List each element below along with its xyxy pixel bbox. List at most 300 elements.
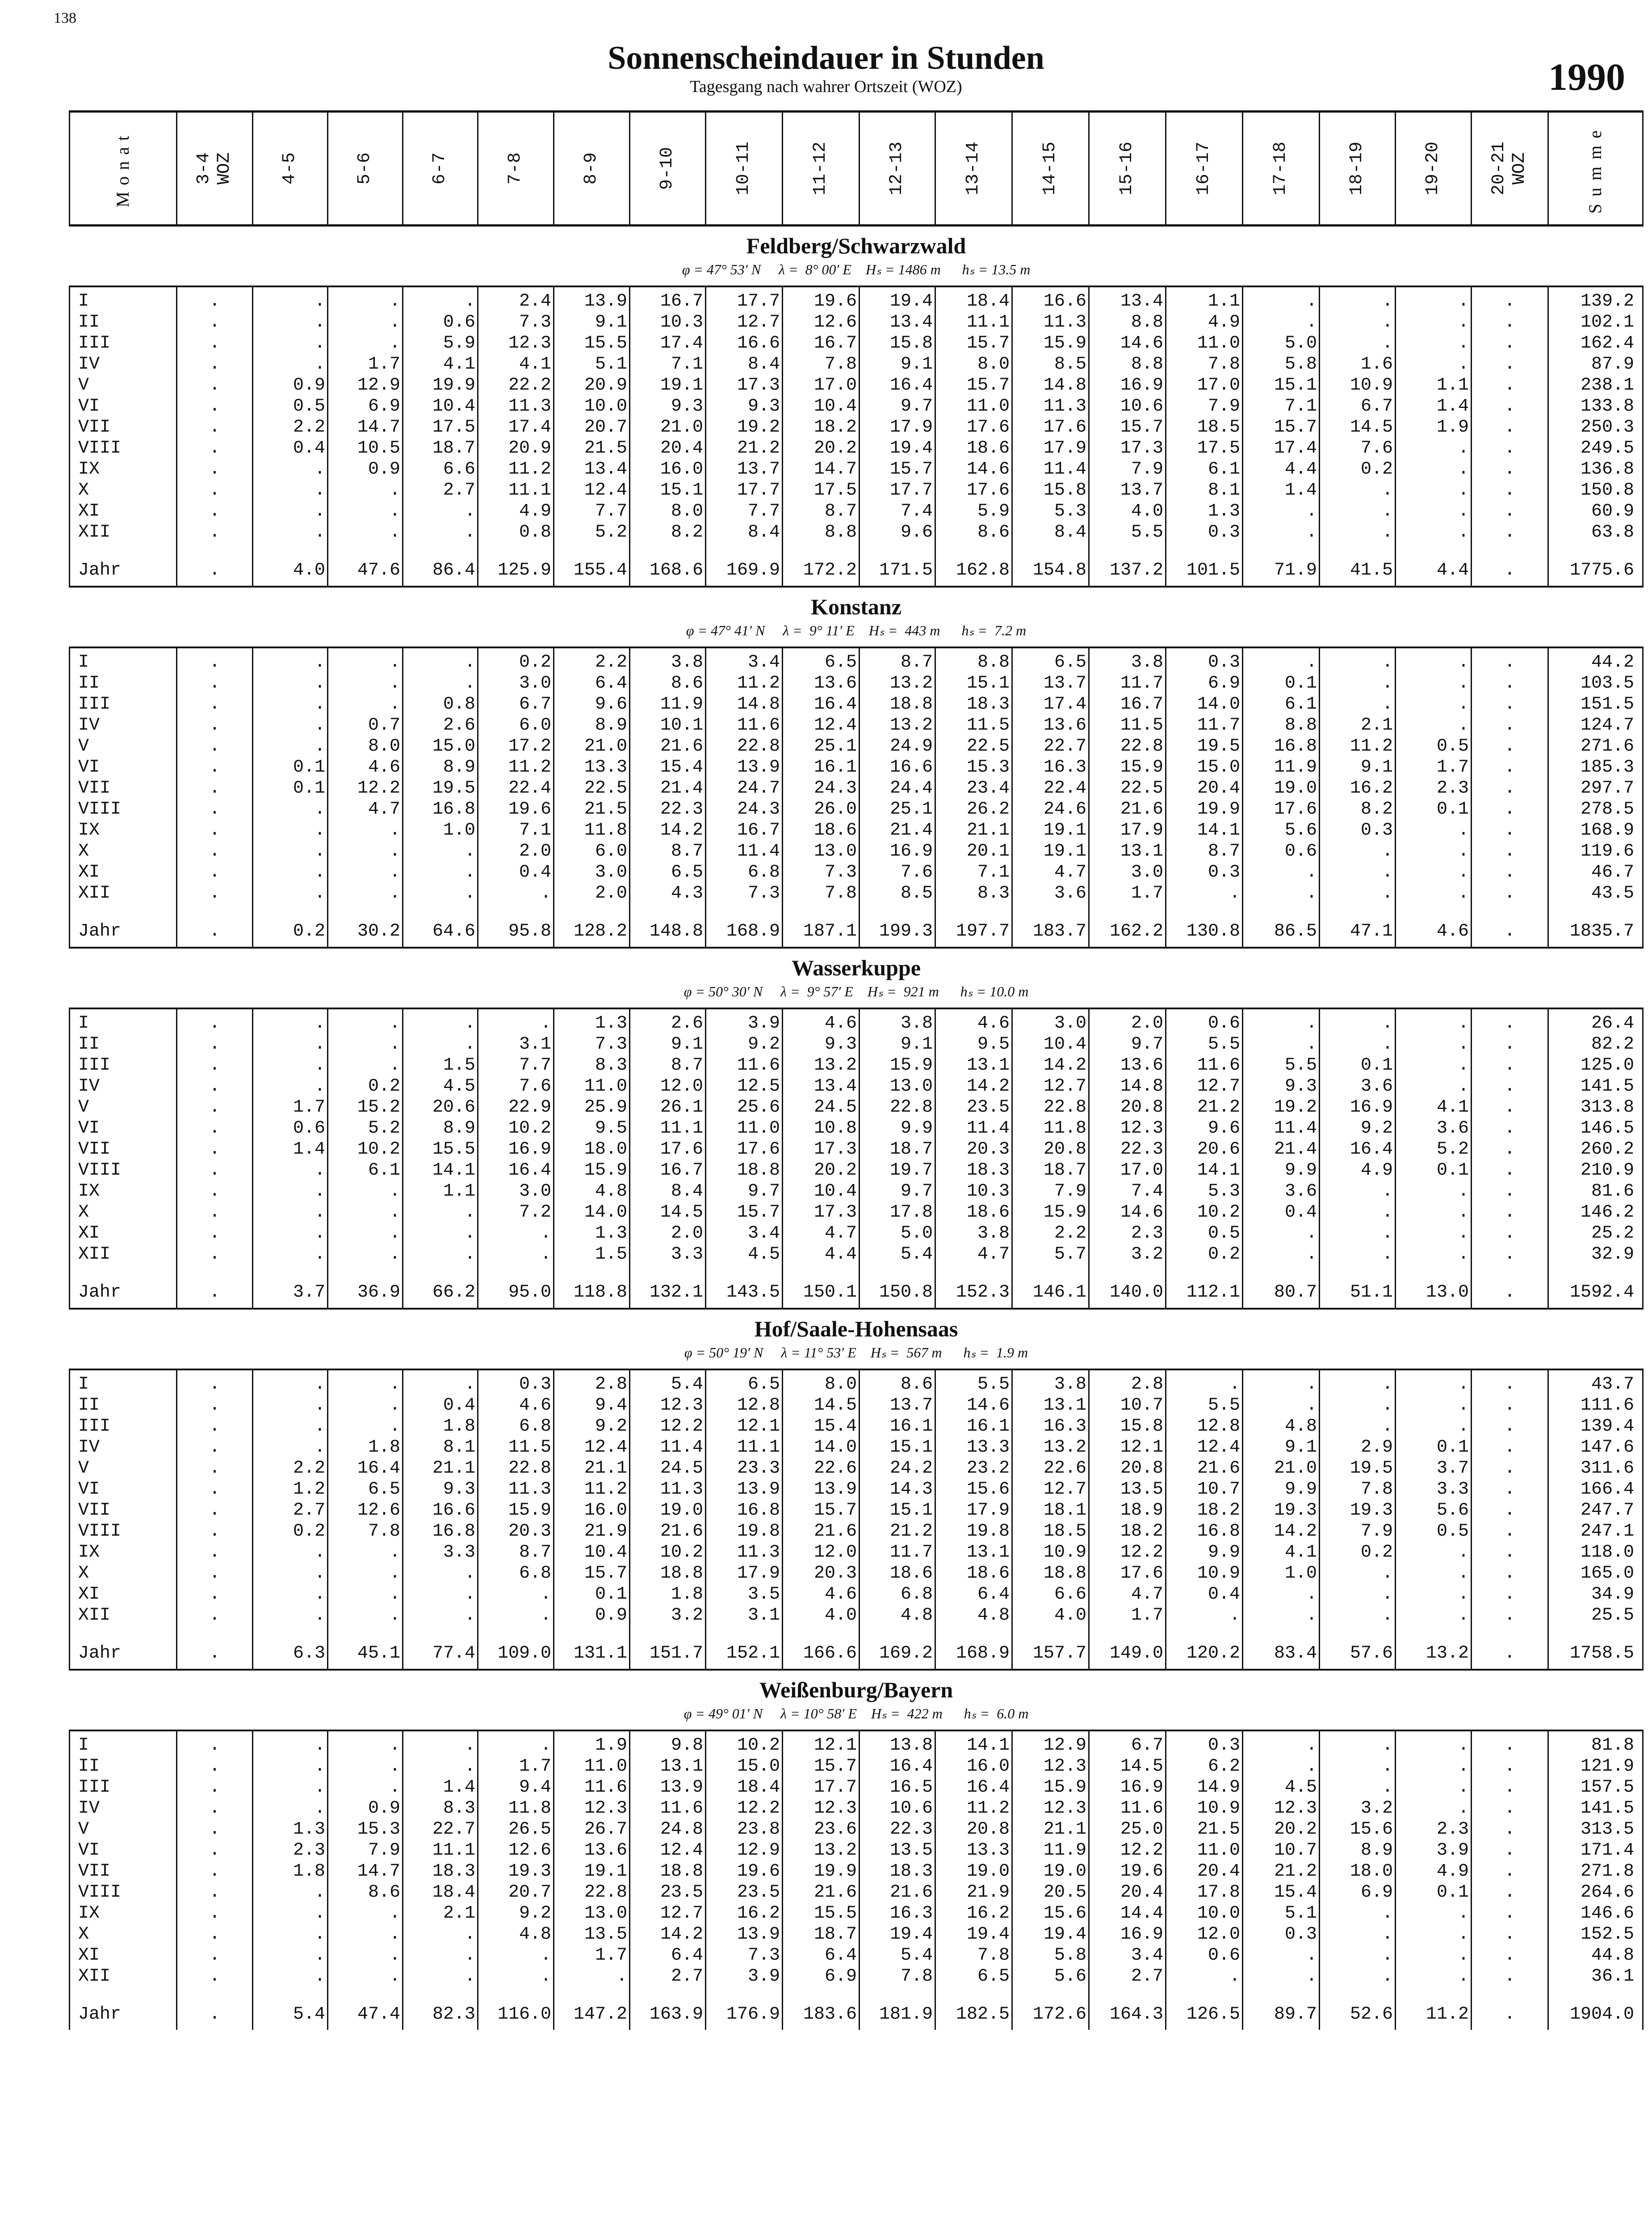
hour-value: 17.6 xyxy=(660,1139,703,1159)
month-label: XI xyxy=(78,1584,100,1604)
hour-value: 21.1 xyxy=(1043,1819,1086,1839)
hour-value: 1.1 xyxy=(1208,291,1240,311)
hour-value: 3.3 xyxy=(1436,1479,1469,1499)
hour-value: . xyxy=(1504,1924,1515,1944)
hour-value: 19.5 xyxy=(432,778,475,798)
hour-value: 19.4 xyxy=(889,438,933,458)
hour-value: 22.2 xyxy=(508,375,551,395)
hour-value: 2.6 xyxy=(443,715,475,735)
month-label: IV xyxy=(78,715,100,735)
hour-value: 14.6 xyxy=(1120,1202,1163,1222)
header-hour xyxy=(177,112,253,226)
hour-value: 16.0 xyxy=(966,1756,1010,1776)
hour-value: 14.7 xyxy=(357,417,400,437)
hour-value: 6.1 xyxy=(1284,694,1317,714)
hour-value: 4.5 xyxy=(747,1244,780,1264)
year-hour-value: 71.9 xyxy=(1243,554,1320,587)
hour-value: 11.6 xyxy=(737,1055,780,1075)
hour-value: . xyxy=(1382,1202,1393,1222)
hour-value: 6.9 xyxy=(824,1966,857,1986)
year-hour-value: 57.6 xyxy=(1320,1638,1396,1670)
hour-value: . xyxy=(389,1416,400,1436)
hour-value: . xyxy=(464,1966,475,1986)
hour-value: 11.6 xyxy=(737,715,780,735)
hour-value: . xyxy=(209,1160,220,1180)
hour-value: . xyxy=(209,438,220,458)
sum-value: 247.7 xyxy=(1580,1500,1634,1520)
hour-value: 11.6 xyxy=(1120,1798,1163,1818)
hour-value: 13.2 xyxy=(813,1055,857,1075)
year-hour-value: 162.2 xyxy=(1089,915,1166,948)
hour-value: 9.9 xyxy=(1284,1479,1317,1499)
hour-value: 13.0 xyxy=(813,841,857,861)
hour-value: 13.8 xyxy=(889,1735,933,1755)
hour-value: 1.8 xyxy=(671,1584,703,1604)
hour-value: . xyxy=(1382,1605,1393,1625)
hour-value: 10.6 xyxy=(1120,396,1163,416)
year-hour-value: 47.6 xyxy=(328,554,403,587)
hour-value: 11.6 xyxy=(584,1777,627,1797)
hour-value: 18.6 xyxy=(889,1563,933,1583)
hour-value: . xyxy=(1504,1542,1515,1562)
hour-value: . xyxy=(1382,1416,1393,1436)
hour-value: 9.1 xyxy=(900,354,933,374)
header-hour-label: 15-16 xyxy=(1117,141,1137,196)
hour-value: . xyxy=(1306,1034,1317,1054)
hour-value: 13.6 xyxy=(1043,715,1086,735)
hour-value: 11.6 xyxy=(660,1798,703,1818)
hour-value: . xyxy=(1504,417,1515,437)
year-hour-value: 169.2 xyxy=(860,1638,935,1670)
hour-value: 9.5 xyxy=(595,1118,627,1138)
hour-value: 10.4 xyxy=(813,396,857,416)
hour-value: 18.6 xyxy=(813,820,857,840)
hour-value: . xyxy=(1458,1013,1469,1033)
hour-value: . xyxy=(1382,694,1393,714)
hour-value: . xyxy=(1504,501,1515,521)
hour-value: 11.2 xyxy=(508,459,551,479)
hour-value: . xyxy=(1458,841,1469,861)
month-label: VI xyxy=(78,1840,100,1860)
hour-value: . xyxy=(1458,1202,1469,1222)
hour-value: 22.9 xyxy=(508,1097,551,1117)
header-hour-label: 18-19 xyxy=(1347,141,1367,196)
hour-value: 13.3 xyxy=(966,1437,1010,1457)
hour-value: 8.3 xyxy=(595,1055,627,1075)
hour-value: 18.3 xyxy=(432,1861,475,1881)
hour-value: 7.9 xyxy=(1360,1521,1393,1541)
header-hour xyxy=(1320,112,1396,226)
hour-value: 0.1 xyxy=(1436,799,1469,819)
hour-value: 4.9 xyxy=(519,501,551,521)
hour-value: 4.9 xyxy=(1360,1160,1393,1180)
hour-value: . xyxy=(1458,1395,1469,1415)
hour-value: 19.9 xyxy=(1197,799,1240,819)
year-hour-value: 89.7 xyxy=(1243,1999,1320,2030)
month-label: III xyxy=(78,694,111,714)
hour-value: 11.5 xyxy=(508,1437,551,1457)
hour-value: 14.8 xyxy=(737,694,780,714)
hour-value: . xyxy=(464,1584,475,1604)
hour-value: 6.1 xyxy=(1208,459,1240,479)
hour-value: 12.0 xyxy=(660,1076,703,1096)
hour-value: . xyxy=(1504,799,1515,819)
hour-value: 1.7 xyxy=(1131,1605,1163,1625)
hour-value: 21.5 xyxy=(584,799,627,819)
header-hour-label: 11-12 xyxy=(810,141,831,196)
hour-value: 18.6 xyxy=(966,1563,1010,1583)
hour-value: 0.9 xyxy=(595,1605,627,1625)
hour-value: 7.8 xyxy=(368,1521,400,1541)
hour-value: 13.1 xyxy=(966,1055,1010,1075)
hour-value: . xyxy=(1504,1777,1515,1797)
hour-value: . xyxy=(389,1563,400,1583)
hour-column xyxy=(328,1008,403,1277)
hour-value: . xyxy=(1306,1735,1317,1755)
year-hour-value: 0.2 xyxy=(253,915,328,948)
hour-value: 0.6 xyxy=(1208,1013,1240,1033)
hour-value: 14.2 xyxy=(1274,1521,1317,1541)
month-label: I xyxy=(78,291,89,311)
hour-column xyxy=(554,1730,630,1999)
year-hour-value: . xyxy=(1472,1999,1548,2030)
hour-value: . xyxy=(209,673,220,693)
hour-column xyxy=(1320,1008,1396,1277)
hour-value: 21.6 xyxy=(813,1882,857,1902)
year-hour-value: 187.1 xyxy=(783,915,860,948)
hour-value: 16.7 xyxy=(660,291,703,311)
hour-value: . xyxy=(1504,778,1515,798)
hour-column xyxy=(1089,1008,1166,1277)
hour-value: . xyxy=(1306,883,1317,903)
hour-value: 18.3 xyxy=(966,1160,1010,1180)
hour-value: 18.0 xyxy=(1350,1861,1393,1881)
hour-value: 20.7 xyxy=(508,1882,551,1902)
hour-value: 13.3 xyxy=(584,757,627,777)
hour-value: . xyxy=(389,820,400,840)
sum-value: 150.8 xyxy=(1580,480,1634,500)
hour-value: 7.3 xyxy=(824,862,857,882)
hour-value: . xyxy=(1382,1735,1393,1755)
hour-value: 11.7 xyxy=(1197,715,1240,735)
hour-value: . xyxy=(1504,354,1515,374)
hour-value: 7.6 xyxy=(1360,438,1393,458)
hour-value: 0.3 xyxy=(1284,1924,1317,1944)
hour-value: . xyxy=(1306,1223,1317,1243)
hour-value: . xyxy=(1229,1374,1240,1394)
hour-value: 18.7 xyxy=(889,1139,933,1159)
hour-value: 3.1 xyxy=(747,1605,780,1625)
hour-value: 5.9 xyxy=(977,501,1010,521)
year-hour-value: 13.2 xyxy=(1396,1638,1472,1670)
year-total-row xyxy=(70,1999,1643,2030)
hour-value: 12.7 xyxy=(1197,1076,1240,1096)
sum-value: 136.8 xyxy=(1580,459,1634,479)
hour-value: 15.9 xyxy=(508,1500,551,1520)
hour-value: . xyxy=(1382,1924,1393,1944)
month-label: X xyxy=(78,1924,89,1944)
hour-value: 12.6 xyxy=(357,1500,400,1520)
sum-value: 25.2 xyxy=(1591,1223,1634,1243)
year-hour-value: 168.9 xyxy=(935,1638,1012,1670)
hour-value: 0.1 xyxy=(595,1584,627,1604)
hour-value: 8.8 xyxy=(1284,715,1317,735)
hour-value: 12.9 xyxy=(737,1840,780,1860)
hour-value: 8.9 xyxy=(443,1118,475,1138)
hour-value: 4.8 xyxy=(519,1924,551,1944)
month-label: IX xyxy=(78,1181,100,1201)
hour-value: 8.5 xyxy=(1054,354,1086,374)
hour-value: . xyxy=(1504,1395,1515,1415)
hour-value: 24.5 xyxy=(813,1097,857,1117)
hour-value: 15.4 xyxy=(660,757,703,777)
hour-value: 1.8 xyxy=(368,1437,400,1457)
hour-value: 23.6 xyxy=(813,1819,857,1839)
hour-value: . xyxy=(209,841,220,861)
hour-value: . xyxy=(389,1223,400,1243)
hour-value: 6.7 xyxy=(519,694,551,714)
hour-value: 19.4 xyxy=(1043,1924,1086,1944)
station-header xyxy=(70,948,1643,1008)
hour-value: 15.0 xyxy=(432,736,475,756)
hour-value: . xyxy=(389,1605,400,1625)
hour-value: 17.9 xyxy=(889,417,933,437)
hour-value: 1.5 xyxy=(595,1244,627,1264)
hour-value: 15.7 xyxy=(966,375,1010,395)
hour-value: 25.0 xyxy=(1120,1819,1163,1839)
year-hour-value: 169.9 xyxy=(706,554,783,587)
hour-value: 6.4 xyxy=(671,1945,703,1965)
hour-value: 6.9 xyxy=(1208,673,1240,693)
year-hour-value: 125.9 xyxy=(478,554,554,587)
hour-value: 18.2 xyxy=(1197,1500,1240,1520)
station-coordinates: φ = 47° 41′ N λ = 9° 11′ E Hₛ = 443 m hₛ = 7.2 m xyxy=(686,622,1027,638)
year-hour-value: 197.7 xyxy=(935,915,1012,948)
hour-value: 0.6 xyxy=(443,312,475,332)
hour-value: . xyxy=(1504,333,1515,353)
hour-column xyxy=(1396,1369,1472,1638)
hour-value: . xyxy=(1458,354,1469,374)
hour-value: 5.5 xyxy=(1131,522,1163,542)
hour-value: . xyxy=(389,1903,400,1923)
hour-value: . xyxy=(314,694,325,714)
year-hour-value: 95.8 xyxy=(478,915,554,948)
hour-value: 4.7 xyxy=(1054,862,1086,882)
hour-value: 12.3 xyxy=(584,1798,627,1818)
hour-value: 18.7 xyxy=(813,1924,857,1944)
hour-value: 15.6 xyxy=(1350,1819,1393,1839)
hour-value: 14.0 xyxy=(1197,694,1240,714)
hour-value: 10.6 xyxy=(889,1798,933,1818)
hour-value: . xyxy=(1382,1563,1393,1583)
sum-column xyxy=(1548,647,1643,915)
hour-value: 4.7 xyxy=(824,1223,857,1243)
hour-value: 20.2 xyxy=(813,438,857,458)
hour-column xyxy=(935,1008,1012,1277)
hour-value: 10.2 xyxy=(737,1735,780,1755)
month-label: V xyxy=(78,1819,89,1839)
sum-value: 271.8 xyxy=(1580,1861,1634,1881)
hour-value: 15.5 xyxy=(584,333,627,353)
month-label: VIII xyxy=(78,438,122,458)
hour-value: . xyxy=(209,333,220,353)
hour-column xyxy=(1089,1369,1166,1638)
monthly-data xyxy=(70,1730,1643,1999)
hour-value: . xyxy=(389,480,400,500)
header-row xyxy=(70,112,1643,226)
hour-value: 13.7 xyxy=(1120,480,1163,500)
hour-value: 18.7 xyxy=(432,438,475,458)
hour-column xyxy=(1012,1730,1089,1999)
year-hour-value: 47.4 xyxy=(328,1999,403,2030)
hour-value: 17.3 xyxy=(813,1139,857,1159)
hour-value: 22.6 xyxy=(813,1458,857,1478)
hour-value: 8.7 xyxy=(671,1055,703,1075)
hour-value: 13.3 xyxy=(966,1840,1010,1860)
hour-value: 18.3 xyxy=(889,1861,933,1881)
hour-value: . xyxy=(464,862,475,882)
hour-value: . xyxy=(464,1244,475,1264)
hour-value: 1.4 xyxy=(443,1777,475,1797)
month-label: III xyxy=(78,333,111,353)
hour-value: 15.5 xyxy=(432,1139,475,1159)
month-label: XI xyxy=(78,1945,100,1965)
hour-value: 12.4 xyxy=(813,715,857,735)
hour-column xyxy=(1166,647,1243,915)
header-hour xyxy=(403,112,478,226)
hour-value: 24.8 xyxy=(660,1819,703,1839)
year-hour-value: 171.5 xyxy=(860,554,935,587)
hour-value: . xyxy=(314,1924,325,1944)
hour-value: 11.2 xyxy=(737,673,780,693)
hour-value: 0.3 xyxy=(519,1374,551,1394)
hour-value: 6.5 xyxy=(1054,652,1086,672)
hour-value: . xyxy=(1382,1244,1393,1264)
month-label: IV xyxy=(78,1798,100,1818)
hour-value: 5.4 xyxy=(671,1374,703,1394)
hour-value: . xyxy=(1458,1034,1469,1054)
hour-value: 13.1 xyxy=(1043,1395,1086,1415)
hour-value: 10.9 xyxy=(1350,375,1393,395)
hour-value: 2.6 xyxy=(671,1013,703,1033)
hour-value: 18.8 xyxy=(1043,1563,1086,1583)
hour-value: 9.9 xyxy=(900,1118,933,1138)
hour-value: 17.6 xyxy=(1043,417,1086,437)
hour-value: 26.5 xyxy=(508,1819,551,1839)
hour-value: 8.1 xyxy=(1208,480,1240,500)
hour-value: 15.7 xyxy=(813,1756,857,1776)
hour-value: 11.4 xyxy=(1274,1118,1317,1138)
year-sum-value: 1592.4 xyxy=(1548,1277,1643,1309)
hour-value: 15.6 xyxy=(966,1479,1010,1499)
year-hour-value: 155.4 xyxy=(554,554,630,587)
hour-value: . xyxy=(1504,522,1515,542)
header-month-label: Monat xyxy=(113,129,133,208)
hour-value: 9.3 xyxy=(443,1479,475,1499)
hour-value: 11.1 xyxy=(737,1437,780,1457)
hour-value: 14.1 xyxy=(1197,1160,1240,1180)
hour-value: . xyxy=(1306,1244,1317,1264)
hour-value: . xyxy=(209,1903,220,1923)
hour-value: 15.5 xyxy=(813,1903,857,1923)
hour-value: . xyxy=(314,1584,325,1604)
year-hour-value: . xyxy=(1472,1277,1548,1309)
hour-value: . xyxy=(464,1223,475,1243)
hour-value: 11.9 xyxy=(660,694,703,714)
hour-value: 22.3 xyxy=(660,799,703,819)
year-hour-value: 140.0 xyxy=(1089,1277,1166,1309)
hour-value: 0.5 xyxy=(1208,1223,1240,1243)
hour-column xyxy=(783,647,860,915)
hour-value: 19.4 xyxy=(889,1924,933,1944)
hour-value: 5.5 xyxy=(977,1374,1010,1394)
year-sum-value: 1758.5 xyxy=(1548,1638,1643,1670)
sum-value: 102.1 xyxy=(1580,312,1634,332)
hour-column xyxy=(1089,286,1166,554)
hour-value: 3.2 xyxy=(671,1605,703,1625)
hour-value: 20.4 xyxy=(1197,778,1240,798)
hour-value: . xyxy=(1504,1055,1515,1075)
hour-value: 10.8 xyxy=(813,1118,857,1138)
hour-value: 12.9 xyxy=(357,375,400,395)
hour-value: 19.6 xyxy=(1120,1861,1163,1881)
hour-value: 20.4 xyxy=(660,438,703,458)
sum-value: 124.7 xyxy=(1580,715,1634,735)
hour-value: . xyxy=(1306,652,1317,672)
hour-value: . xyxy=(1458,291,1469,311)
hour-value: 9.6 xyxy=(1208,1118,1240,1138)
hour-value: 17.0 xyxy=(813,375,857,395)
hour-value: 13.5 xyxy=(1120,1479,1163,1499)
hour-value: 2.3 xyxy=(293,1840,325,1860)
hour-value: 1.3 xyxy=(595,1223,627,1243)
hour-value: 9.3 xyxy=(671,396,703,416)
year-hour-value: . xyxy=(1472,1638,1548,1670)
hour-value: . xyxy=(1458,862,1469,882)
jahr-label: Jahr xyxy=(70,915,177,948)
hour-value: . xyxy=(209,1966,220,1986)
sum-value: 133.8 xyxy=(1580,396,1634,416)
hour-column xyxy=(253,1369,328,1638)
hour-value: 0.6 xyxy=(1284,841,1317,861)
hour-value: . xyxy=(389,1756,400,1776)
hour-value: . xyxy=(314,1903,325,1923)
sum-value: 247.1 xyxy=(1580,1521,1634,1541)
hour-value: 17.4 xyxy=(1043,694,1086,714)
hour-value: . xyxy=(1504,1458,1515,1478)
hour-value: . xyxy=(464,522,475,542)
hour-value: 14.8 xyxy=(1043,375,1086,395)
hour-value: 6.0 xyxy=(595,841,627,861)
hour-value: . xyxy=(314,1798,325,1818)
hour-value: 16.3 xyxy=(889,1903,933,1923)
hour-value: 11.3 xyxy=(1043,396,1086,416)
hour-value: 24.4 xyxy=(889,778,933,798)
hour-value: . xyxy=(314,333,325,353)
month-label: IX xyxy=(78,459,100,479)
year-hour-value: 6.3 xyxy=(253,1638,328,1670)
hour-value: 7.8 xyxy=(977,1945,1010,1965)
hour-value: 2.9 xyxy=(1360,1437,1393,1457)
station-header xyxy=(70,226,1643,287)
hour-value: 22.5 xyxy=(1120,778,1163,798)
hour-value: . xyxy=(314,1395,325,1415)
hour-value: 15.2 xyxy=(357,1097,400,1117)
hour-value: 12.1 xyxy=(813,1735,857,1755)
hour-value: . xyxy=(1504,820,1515,840)
hour-value: . xyxy=(464,1945,475,1965)
hour-value: 16.8 xyxy=(432,1521,475,1541)
